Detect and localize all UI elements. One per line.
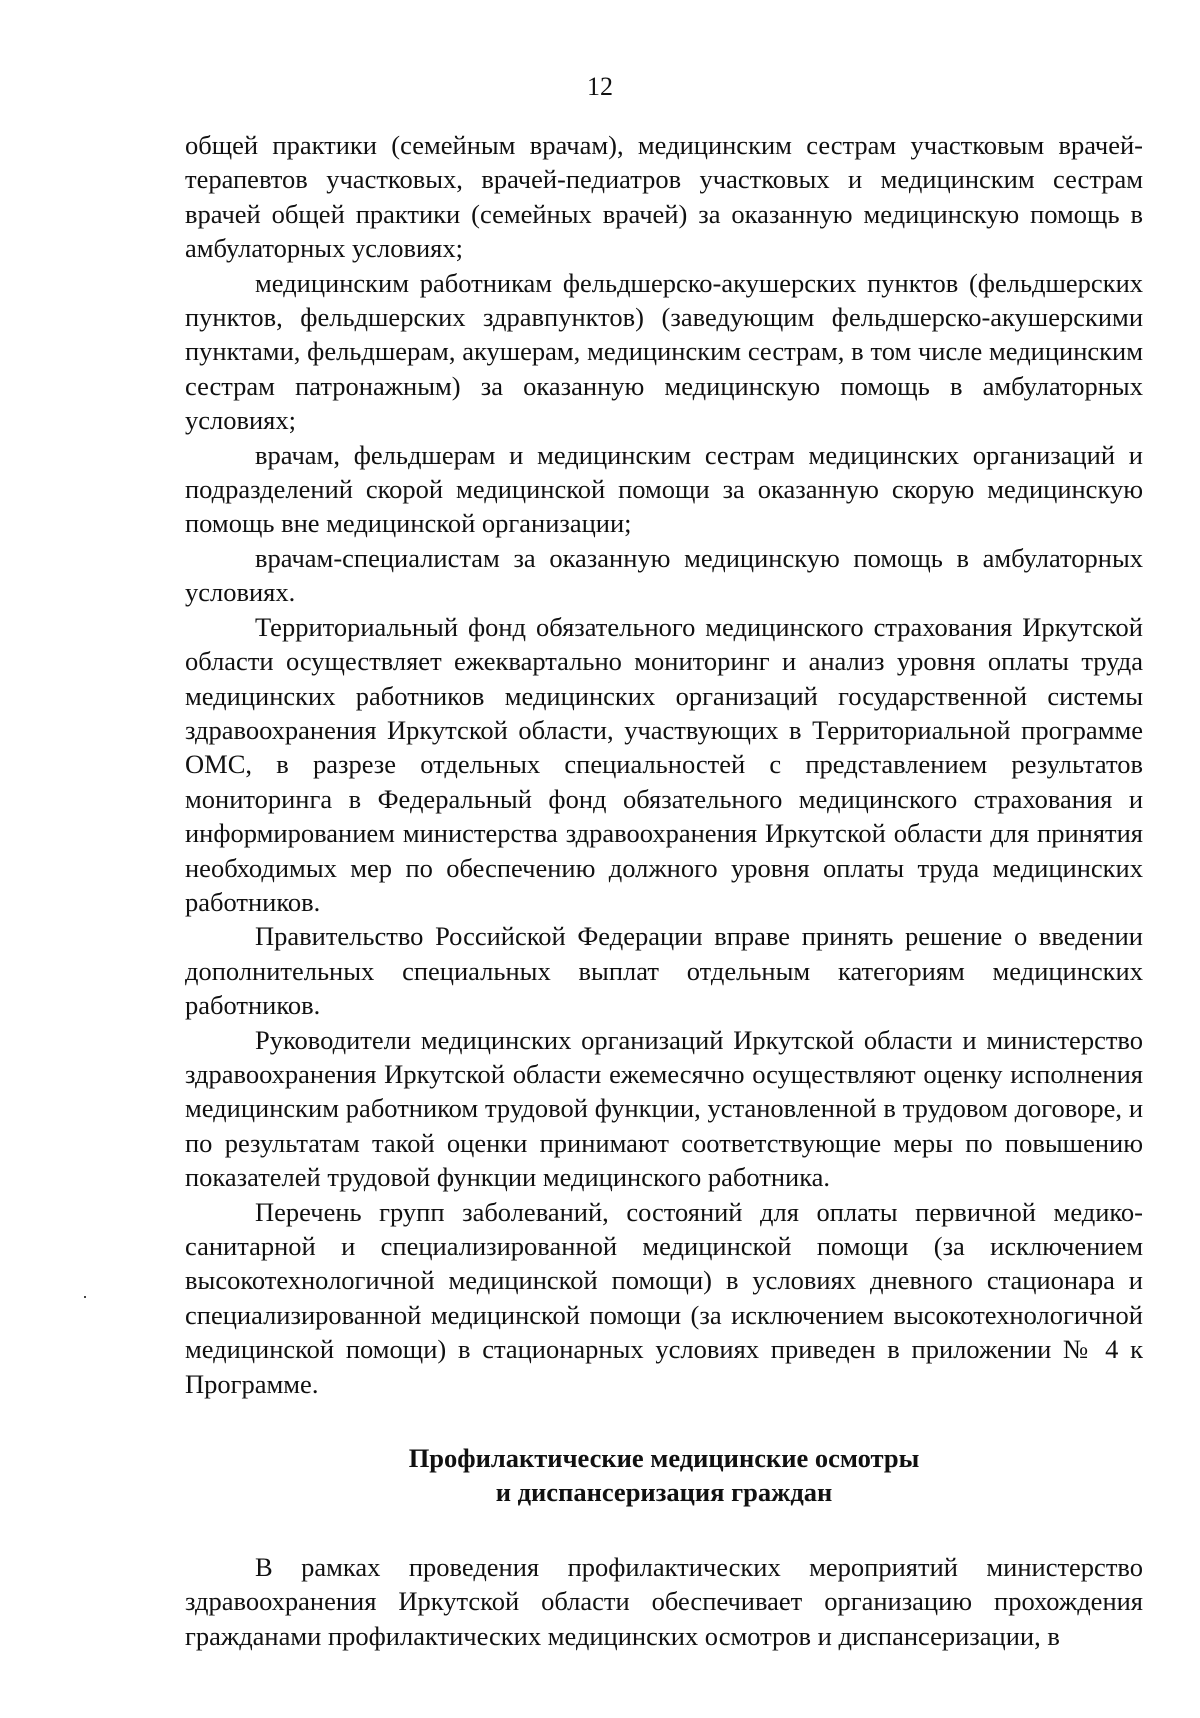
paragraph-managers: Руководители медицинских организаций Иркутской области и министерство здравоохранения Иркутской области ежемесячно осуществляют оценку исполнения медицинским работником трудовой функции, установленной в трудовом договоре, и по результатам такой оценки принимают соответствующие меры по повышению показателей трудовой функции медицинского работника. (185, 1024, 1143, 1193)
paragraph-preventive-measures: В рамках проведения профилактических мероприятий министерство здравоохранения Иркутской области обеспечивает организацию прохождения гражданами профилактических медицинских осмотров и диспансеризации, в (185, 1551, 1143, 1651)
paragraph-continuation: общей практики (семейным врачам), медицинским сестрам участковым врачей-терапевтов участковых, врачей-педиатров участковых и медицинским сестрам врачей общей практики (семейных врачей) за оказанную медицинскую помощь в амбулаторных условиях; (185, 130, 1143, 264)
page-number: 12 (587, 72, 613, 101)
section-heading-line-1: Профилактические медицинские осмотры (408, 1443, 920, 1474)
section-heading (185, 1441, 1143, 1510)
paragraph-specialists: врачам-специалистам за оказанную медицинскую помощь в амбулаторных условиях. (185, 542, 1143, 608)
section-heading-line-2: и диспансеризация граждан (495, 1477, 833, 1508)
paragraph-monitoring: Территориальный фонд обязательного медицинского страхования Иркутской области осуществляет ежеквартально мониторинг и анализ уровня оплаты труда медицинских работников медицинских организаций государственной системы здравоохранения Иркутской области, участвующих в Территориальной программе ОМС, в разрезе отдельных специальностей с представлением результатов мониторинга в Федеральный фонд обязательного медицинского страхования и информированием министерства здравоохранения Иркутской области для принятия необходимых мер по обеспечению должного уровня оплаты труда медицинских работников. (185, 611, 1143, 917)
paragraph-feldsher-points: медицинским работникам фельдшерско-акушерских пунктов (фельдшерских пунктов, фельдшерских здравпунктов) (заведующим фельдшерско-акушерскими пунктами, фельдшерам, акушерам, медицинским сестрам, в том числе медицинским сестрам патронажным) за оказанную медицинскую помощь в амбулаторных условиях; (185, 267, 1143, 436)
paragraph-emergency-care: врачам, фельдшерам и медицинским сестрам медицинских организаций и подразделений скорой медицинской помощи за оказанную скорую медицинскую помощь вне медицинской организации; (185, 439, 1143, 539)
document-body (185, 128, 1143, 1653)
paragraph-disease-groups: Перечень групп заболеваний, состояний для оплаты первичной медико-санитарной и специализированной медицинской помощи (за исключением высокотехнологичной медицинской помощи) в условиях дневного стационара и специализированной медицинской помощи (за исключением высокотехнологичной медицинской помощи) в стационарных условиях приведен в приложении № 4 к Программе. (185, 1196, 1143, 1399)
scan-speck (84, 1296, 86, 1298)
paragraph-government: Правительство Российской Федерации вправе принять решение о введении дополнительных специальных выплат отдельным категориям медицинских работников. (185, 921, 1143, 1021)
